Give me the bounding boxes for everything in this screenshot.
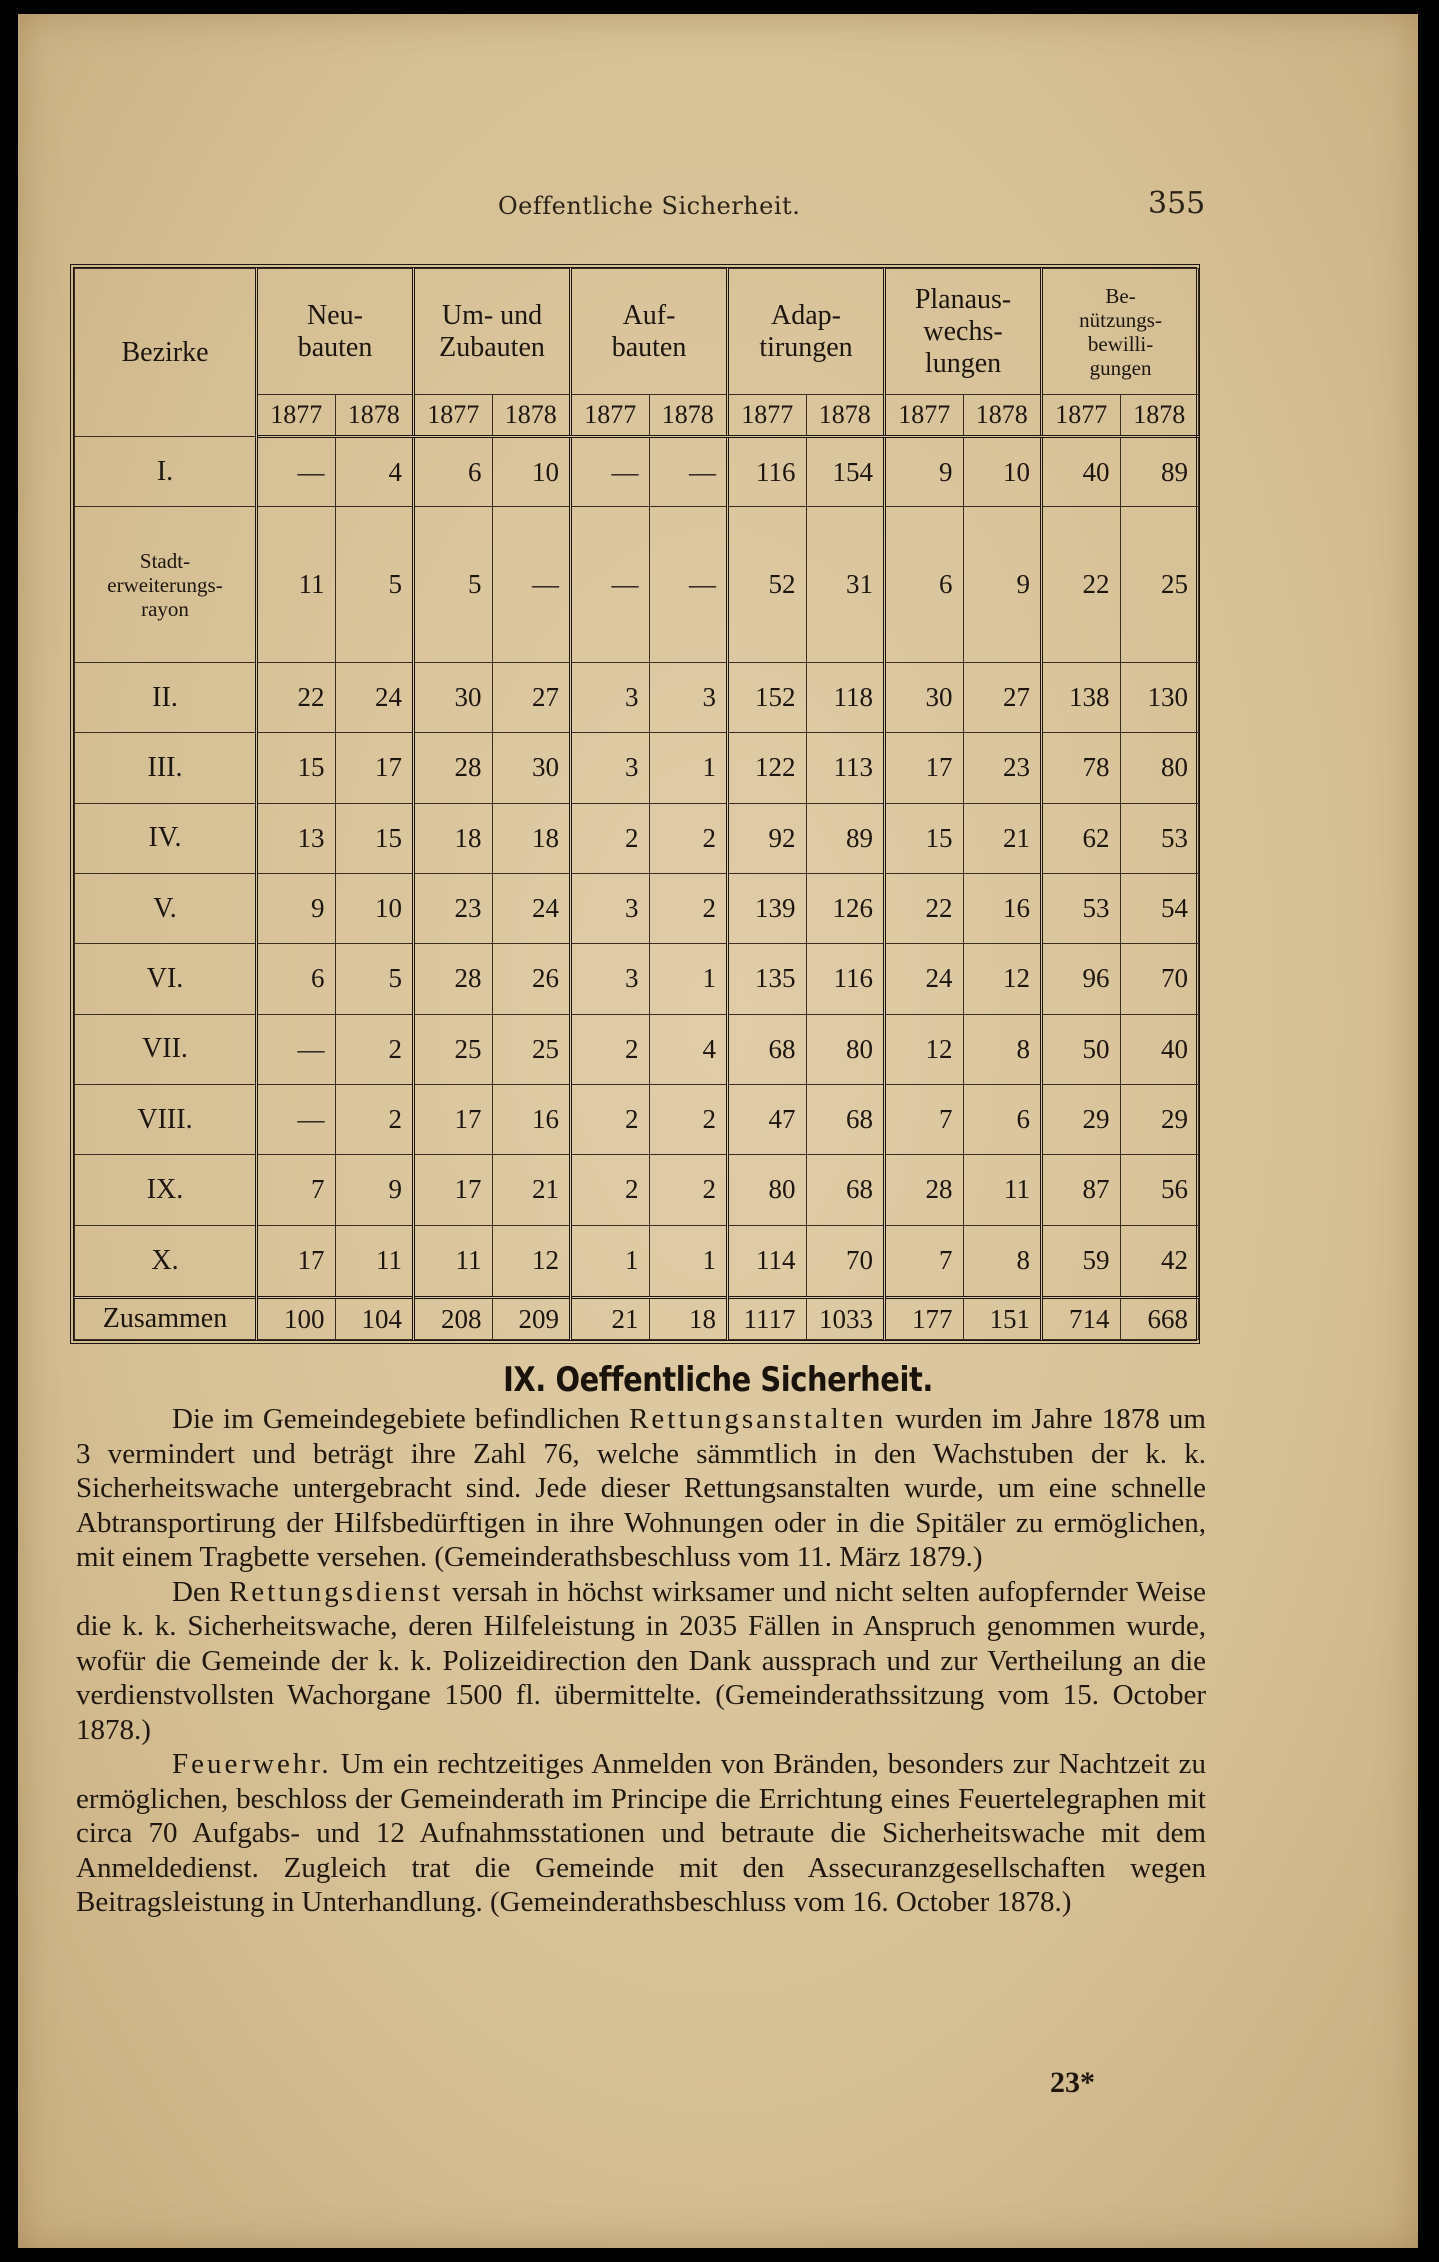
column-header-benuetzungsbewilligungen	[1042, 269, 1199, 395]
district-label: VII.	[75, 1014, 257, 1084]
total-cell: 177	[885, 1298, 964, 1340]
table-cell: 12	[963, 944, 1042, 1014]
table-cell: 40	[1042, 437, 1121, 507]
table-cell: 1	[649, 944, 728, 1014]
header-aufbauten-line2: bauten	[611, 331, 687, 363]
table-cell: 8	[963, 1014, 1042, 1084]
table-cell: 17	[335, 733, 414, 803]
total-label: Zusammen	[75, 1298, 257, 1340]
table-row-10	[75, 1225, 1199, 1297]
total-cell: 209	[492, 1298, 571, 1340]
table-cell: 30	[414, 662, 493, 732]
table-row-1	[75, 437, 1199, 507]
table-cell: 24	[492, 873, 571, 943]
table-cell: 2	[335, 1084, 414, 1154]
table-cell: 22	[257, 662, 336, 732]
district-label: IV.	[75, 803, 257, 873]
district-label: VI.	[75, 944, 257, 1014]
table-cell: 12	[885, 1014, 964, 1084]
table-cell: 23	[963, 733, 1042, 803]
header-zubauten-line1: Um- und	[441, 299, 543, 331]
spaced-term: Rettungsdienst	[228, 1575, 444, 1608]
table-cell: 2	[571, 1014, 650, 1084]
header-neubauten-line2: bauten	[297, 331, 373, 363]
total-cell: 104	[335, 1298, 414, 1340]
table-cell: 70	[806, 1225, 885, 1297]
year-header: 1878	[649, 395, 728, 437]
table-cell: 8	[963, 1225, 1042, 1297]
table-cell: 25	[414, 1014, 493, 1084]
header-adaptirungen-line1: Adap-	[771, 299, 842, 331]
column-header-planauswechslungen	[885, 269, 1042, 395]
table-cell: 17	[257, 1225, 336, 1297]
table-cell: 114	[728, 1225, 807, 1297]
district-label: VIII.	[75, 1084, 257, 1154]
table-cell: 15	[335, 803, 414, 873]
table-cell: 89	[1120, 437, 1199, 507]
table-cell: 152	[728, 662, 807, 732]
page-number: 355	[1148, 186, 1206, 221]
table-cell: 87	[1042, 1155, 1121, 1225]
table-cell: —	[257, 1014, 336, 1084]
table-cell: 62	[1042, 803, 1121, 873]
header-aufbauten-line1: Auf-	[622, 299, 676, 331]
table-cell: 5	[335, 944, 414, 1014]
table-cell: 68	[806, 1084, 885, 1154]
table-cell: 7	[885, 1084, 964, 1154]
table-cell: 116	[728, 437, 807, 507]
table-cell: 138	[1042, 662, 1121, 732]
table-cell: 70	[1120, 944, 1199, 1014]
district-label: IX.	[75, 1155, 257, 1225]
table-cell: 4	[335, 437, 414, 507]
table-cell: 23	[414, 873, 493, 943]
total-cell: 1033	[806, 1298, 885, 1340]
total-cell: 714	[1042, 1298, 1121, 1340]
table-cell: 6	[257, 944, 336, 1014]
header-benuetzung-line1: Be-	[1105, 283, 1136, 308]
table-cell: 10	[492, 437, 571, 507]
table-cell: 154	[806, 437, 885, 507]
table-cell: 3	[571, 733, 650, 803]
table-cell: 56	[1120, 1155, 1199, 1225]
year-header: 1877	[1042, 395, 1121, 437]
total-cell: 668	[1120, 1298, 1199, 1340]
section-heading: IX. Oeffentliche Sicherheit.	[503, 1360, 933, 1400]
district-label: II.	[75, 662, 257, 732]
table-cell: 10	[963, 437, 1042, 507]
table-row-2	[75, 662, 1199, 732]
table-cell: 18	[492, 803, 571, 873]
table-cell: 17	[414, 1084, 493, 1154]
spaced-term: Feuerwehr.	[172, 1748, 332, 1780]
table-cell: 2	[649, 803, 728, 873]
district-label	[75, 507, 257, 663]
total-cell: 151	[963, 1298, 1042, 1340]
district-line1: Stadt-	[139, 548, 191, 573]
table-cell: 68	[806, 1155, 885, 1225]
header-zubauten-line2: Zubauten	[439, 331, 545, 363]
header-benuetzung-line3: bewilli-	[1087, 331, 1154, 356]
table-cell: 42	[1120, 1225, 1199, 1297]
column-header-bezirke: Bezirke	[75, 269, 257, 437]
table-cell: —	[571, 507, 650, 663]
table-cell: 89	[806, 803, 885, 873]
table-cell: 80	[728, 1155, 807, 1225]
table-cell: —	[571, 437, 650, 507]
header-planaus-line1: Planaus-	[914, 283, 1012, 315]
table-cell: —	[257, 437, 336, 507]
table-cell: 9	[257, 873, 336, 943]
total-cell: 21	[571, 1298, 650, 1340]
table-cell: 2	[649, 1084, 728, 1154]
table-cell: 6	[414, 437, 493, 507]
year-header: 1878	[492, 395, 571, 437]
paragraph-feuerwehr	[76, 1747, 1206, 1920]
table-cell: 7	[885, 1225, 964, 1297]
table-cell: 5	[414, 507, 493, 663]
year-header: 1877	[414, 395, 493, 437]
table-cell: 28	[414, 733, 493, 803]
table-cell: 113	[806, 733, 885, 803]
table-cell: 78	[1042, 733, 1121, 803]
book-page	[18, 14, 1418, 2248]
table-cell: —	[257, 1084, 336, 1154]
table-cell: 15	[257, 733, 336, 803]
paragraph-rettungsanstalten	[76, 1402, 1206, 1575]
table-cell: 30	[885, 662, 964, 732]
year-header: 1877	[885, 395, 964, 437]
table-cell: 3	[571, 944, 650, 1014]
table-cell: 52	[728, 507, 807, 663]
table-cell: 29	[1042, 1084, 1121, 1154]
table-cell: 12	[492, 1225, 571, 1297]
header-benuetzung-line4: gungen	[1089, 355, 1152, 380]
table-cell: 13	[257, 803, 336, 873]
table-cell: 135	[728, 944, 807, 1014]
table-cell: 126	[806, 873, 885, 943]
year-header: 1878	[806, 395, 885, 437]
district-line2: erweiterungs-	[107, 572, 223, 597]
table-cell: 3	[649, 662, 728, 732]
table-cell: —	[649, 437, 728, 507]
paragraph-text: Um ein rechtzeitiges Anmelden von Bränden, besonders zur Nachtzeit zu ermöglichen, beschloss der Gemeinderath im Principe die Errichtung eines Feuertelegraphen mit circa 70 Aufgabs- und 12 Aufnahmsstationen und betraute die Sicherheitswache mit dem Anmeldedienst. Zugleich trat die Gemeinde mit den Assecuranzgesellschaften wegen Beitragsleistung in Unterhandlung. (Gemeinderathsbeschluss vom 16. October 1878.)	[76, 1748, 1206, 1918]
district-label: X.	[75, 1225, 257, 1297]
table-cell: 18	[414, 803, 493, 873]
table-cell: 30	[492, 733, 571, 803]
year-header: 1877	[728, 395, 807, 437]
table-cell: —	[492, 507, 571, 663]
table-cell: 26	[492, 944, 571, 1014]
table-cell: 21	[492, 1155, 571, 1225]
district-line3: rayon	[141, 596, 189, 621]
building-statistics-table	[74, 268, 1199, 1340]
table-cell: 130	[1120, 662, 1199, 732]
table-cell: 1	[649, 1225, 728, 1297]
table-cell: 27	[492, 662, 571, 732]
year-header: 1877	[571, 395, 650, 437]
column-header-aufbauten	[571, 269, 728, 395]
table-cell: 2	[571, 803, 650, 873]
table-cell: 116	[806, 944, 885, 1014]
district-label: I.	[75, 437, 257, 507]
table-cell: 16	[492, 1084, 571, 1154]
year-header: 1877	[257, 395, 336, 437]
table-cell: 3	[571, 662, 650, 732]
table-row-4	[75, 803, 1199, 873]
table-cell: 29	[1120, 1084, 1199, 1154]
header-adaptirungen-line2: tirungen	[759, 331, 853, 363]
table-cell: 68	[728, 1014, 807, 1084]
header-neubauten-line1: Neu-	[307, 299, 363, 331]
table-cell: 122	[728, 733, 807, 803]
table-row-5	[75, 873, 1199, 943]
table-cell: 3	[571, 873, 650, 943]
table-cell: 54	[1120, 873, 1199, 943]
district-label: III.	[75, 733, 257, 803]
table-cell: 59	[1042, 1225, 1121, 1297]
table-row-stadterweiterungsrayon	[75, 507, 1199, 663]
table-cell: 118	[806, 662, 885, 732]
year-header: 1878	[335, 395, 414, 437]
table-row-6	[75, 944, 1199, 1014]
table-cell: 2	[649, 1155, 728, 1225]
table-cell: 1	[571, 1225, 650, 1297]
table-cell: 2	[571, 1084, 650, 1154]
table-cell: 9	[335, 1155, 414, 1225]
table-cell: 1	[649, 733, 728, 803]
total-cell: 1117	[728, 1298, 807, 1340]
column-header-adaptirungen	[728, 269, 885, 395]
table-cell: 31	[806, 507, 885, 663]
header-planaus-line2: wechs-	[923, 315, 1003, 347]
paragraph-text: Den	[172, 1575, 229, 1608]
table-cell: 4	[649, 1014, 728, 1084]
statistics-table-frame	[70, 264, 1200, 1344]
table-cell: 24	[885, 944, 964, 1014]
table-cell: 25	[492, 1014, 571, 1084]
table-row-total	[75, 1298, 1199, 1340]
table-cell: 25	[1120, 507, 1199, 663]
table-cell: 96	[1042, 944, 1121, 1014]
paragraph-text: wurden im Jahre 1878 um 3 vermindert und beträgt ihre Zahl 76, welche sämmtlich in den Wachstuben der k. k. Sicherheitswache untergebracht sind. Jede dieser Rettungsanstalten wurde, um eine schnelle Abtransportirung der Hilfsbedürftigen in ihre Wohnungen oder in die Spitäler zu ermöglichen, mit einem Tragbette versehen. (Gemeinderathsbeschluss vom 11. März 1879.)	[76, 1403, 1206, 1573]
paragraph-text: Die im Gemeindegebiete befindlichen	[172, 1403, 630, 1435]
table-cell: 40	[1120, 1014, 1199, 1084]
table-cell: 2	[335, 1014, 414, 1084]
table-cell: 2	[571, 1155, 650, 1225]
table-cell: 21	[963, 803, 1042, 873]
table-row-8	[75, 1084, 1199, 1154]
table-cell: 11	[414, 1225, 493, 1297]
table-cell: 17	[414, 1155, 493, 1225]
table-cell: 92	[728, 803, 807, 873]
table-cell: 53	[1042, 873, 1121, 943]
table-cell: 50	[1042, 1014, 1121, 1084]
table-cell: 80	[806, 1014, 885, 1084]
table-cell: 15	[885, 803, 964, 873]
table-cell: 11	[963, 1155, 1042, 1225]
table-cell: 22	[1042, 507, 1121, 663]
table-cell: 7	[257, 1155, 336, 1225]
header-benuetzung-line2: nützungs-	[1079, 307, 1162, 332]
table-cell: 16	[963, 873, 1042, 943]
table-cell: 28	[885, 1155, 964, 1225]
column-header-zubauten	[414, 269, 571, 395]
table-cell: 11	[257, 507, 336, 663]
paragraph-rettungsdienst	[76, 1575, 1206, 1748]
paragraph-text: versah in höchst wirksamer und nicht selten aufopfernder Weise die k. k. Sicherheitswache, deren Hilfeleistung in 2035 Fällen in Anspruch genommen wurde, wofür die Gemeinde der k. k. Polizeidirection den Dank aussprach und zur Vertheilung an die verdienstvollsten Wachorgane 1500 fl. übermittelte. (Gemeinderathssitzung vom 15. October 1878.)	[76, 1575, 1206, 1746]
table-cell: 5	[335, 507, 414, 663]
table-cell: 53	[1120, 803, 1199, 873]
body-text	[76, 1402, 1206, 1920]
total-cell: 18	[649, 1298, 728, 1340]
table-cell: 2	[649, 873, 728, 943]
table-cell: 22	[885, 873, 964, 943]
table-cell: 17	[885, 733, 964, 803]
column-header-neubauten	[257, 269, 414, 395]
year-header: 1878	[963, 395, 1042, 437]
district-label: V.	[75, 873, 257, 943]
table-cell: 139	[728, 873, 807, 943]
table-row-7	[75, 1014, 1199, 1084]
table-cell: 47	[728, 1084, 807, 1154]
table-cell: 10	[335, 873, 414, 943]
table-cell: 9	[963, 507, 1042, 663]
table-row-3	[75, 733, 1199, 803]
table-body	[75, 437, 1199, 1340]
table-cell: 80	[1120, 733, 1199, 803]
table-cell: 6	[963, 1084, 1042, 1154]
table-cell: 9	[885, 437, 964, 507]
table-cell: 28	[414, 944, 493, 1014]
header-planaus-line3: lungen	[924, 347, 1002, 379]
total-cell: 208	[414, 1298, 493, 1340]
signature-mark: 23*	[1050, 2066, 1095, 2099]
table-row-9	[75, 1155, 1199, 1225]
running-head: Oeffentliche Sicherheit.	[498, 192, 801, 220]
total-cell: 100	[257, 1298, 336, 1340]
table-cell: 27	[963, 662, 1042, 732]
table-cell: —	[649, 507, 728, 663]
spaced-term: Rettungsanstalten	[629, 1403, 887, 1435]
table-cell: 11	[335, 1225, 414, 1297]
year-header: 1878	[1120, 395, 1199, 437]
table-cell: 24	[335, 662, 414, 732]
table-cell: 6	[885, 507, 964, 663]
